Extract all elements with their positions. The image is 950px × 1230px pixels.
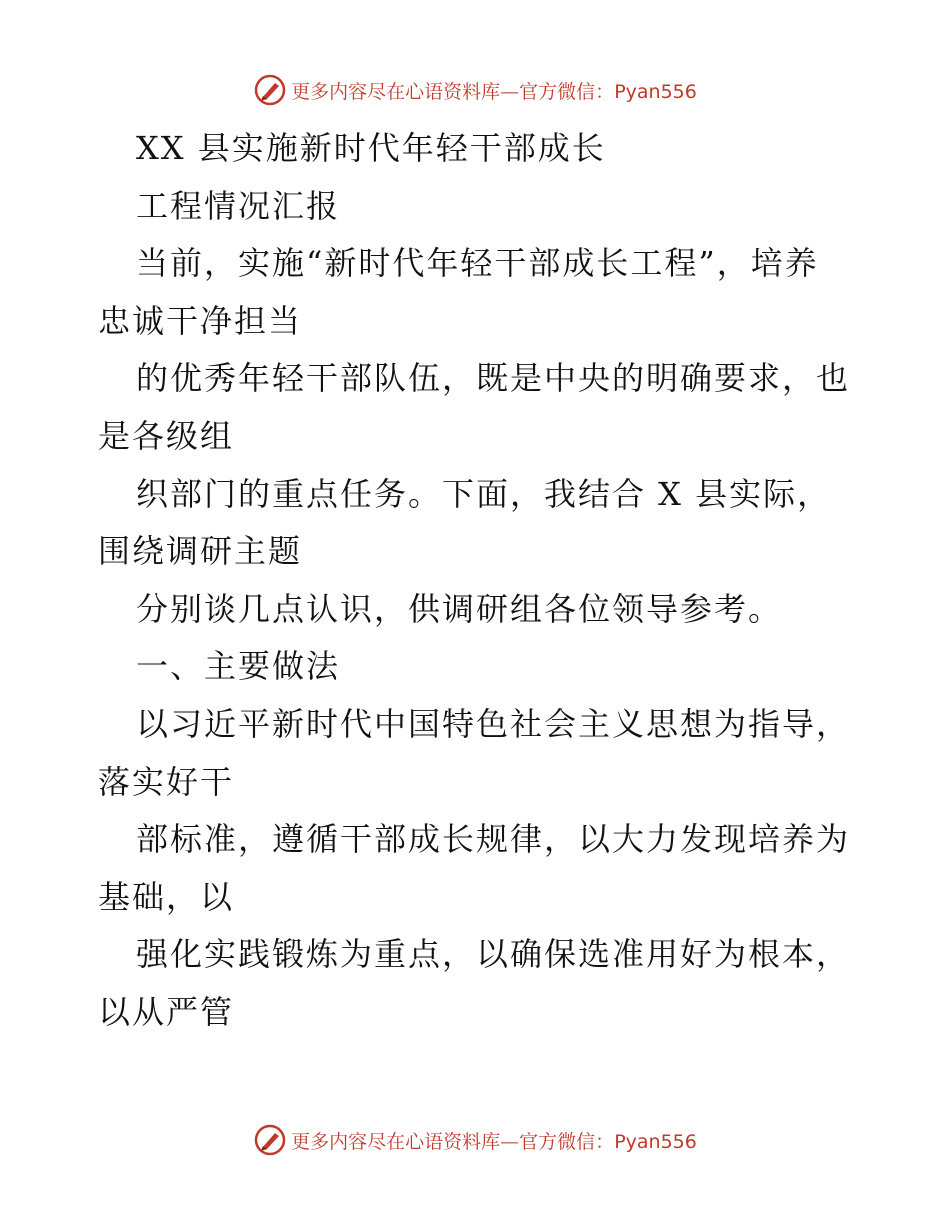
text-line: 落实好干 [98, 762, 235, 801]
text-line: 以习近平新时代中国特色社会主义思想为指导， [136, 704, 851, 743]
text-line: 是各级组 [98, 416, 235, 455]
watermark-footer [0, 1120, 950, 1160]
text-line: 的优秀年轻干部队伍，既是中央的明确要求，也 [136, 359, 851, 398]
text-line: 织部门的重点任务。下面，我结合 X 县实际， [136, 474, 832, 513]
text-line: 忠诚干净担当 [98, 301, 303, 340]
text-line: XX 县实施新时代年轻干部成长 [136, 129, 606, 167]
watermark-text: 更多内容尽在心语资料库—官方微信：Pyan556 [291, 1130, 697, 1153]
pen-logo-icon [253, 1123, 287, 1157]
text-line: 分别谈几点认识，供调研组各位领导参考。 [136, 589, 783, 628]
text-line: 当前，实施“新时代年轻干部成长工程”，培养 [136, 244, 819, 283]
text-line: 一、主要做法 [136, 647, 341, 686]
watermark-header [0, 70, 950, 110]
text-line: 工程情况汇报 [136, 186, 341, 225]
text-line: 围绕调研主题 [98, 532, 303, 571]
pen-logo-icon [253, 73, 287, 107]
text-line: 基础，以 [98, 877, 235, 916]
text-line: 部标准，遵循干部成长规律，以大力发现培养为 [136, 820, 851, 859]
document-body [98, 120, 858, 1042]
text-line: 强化实践锻炼为重点，以确保选准用好为根本， [136, 935, 851, 974]
watermark-text: 更多内容尽在心语资料库—官方微信：Pyan556 [291, 80, 697, 103]
text-line: 以从严管 [98, 992, 235, 1031]
